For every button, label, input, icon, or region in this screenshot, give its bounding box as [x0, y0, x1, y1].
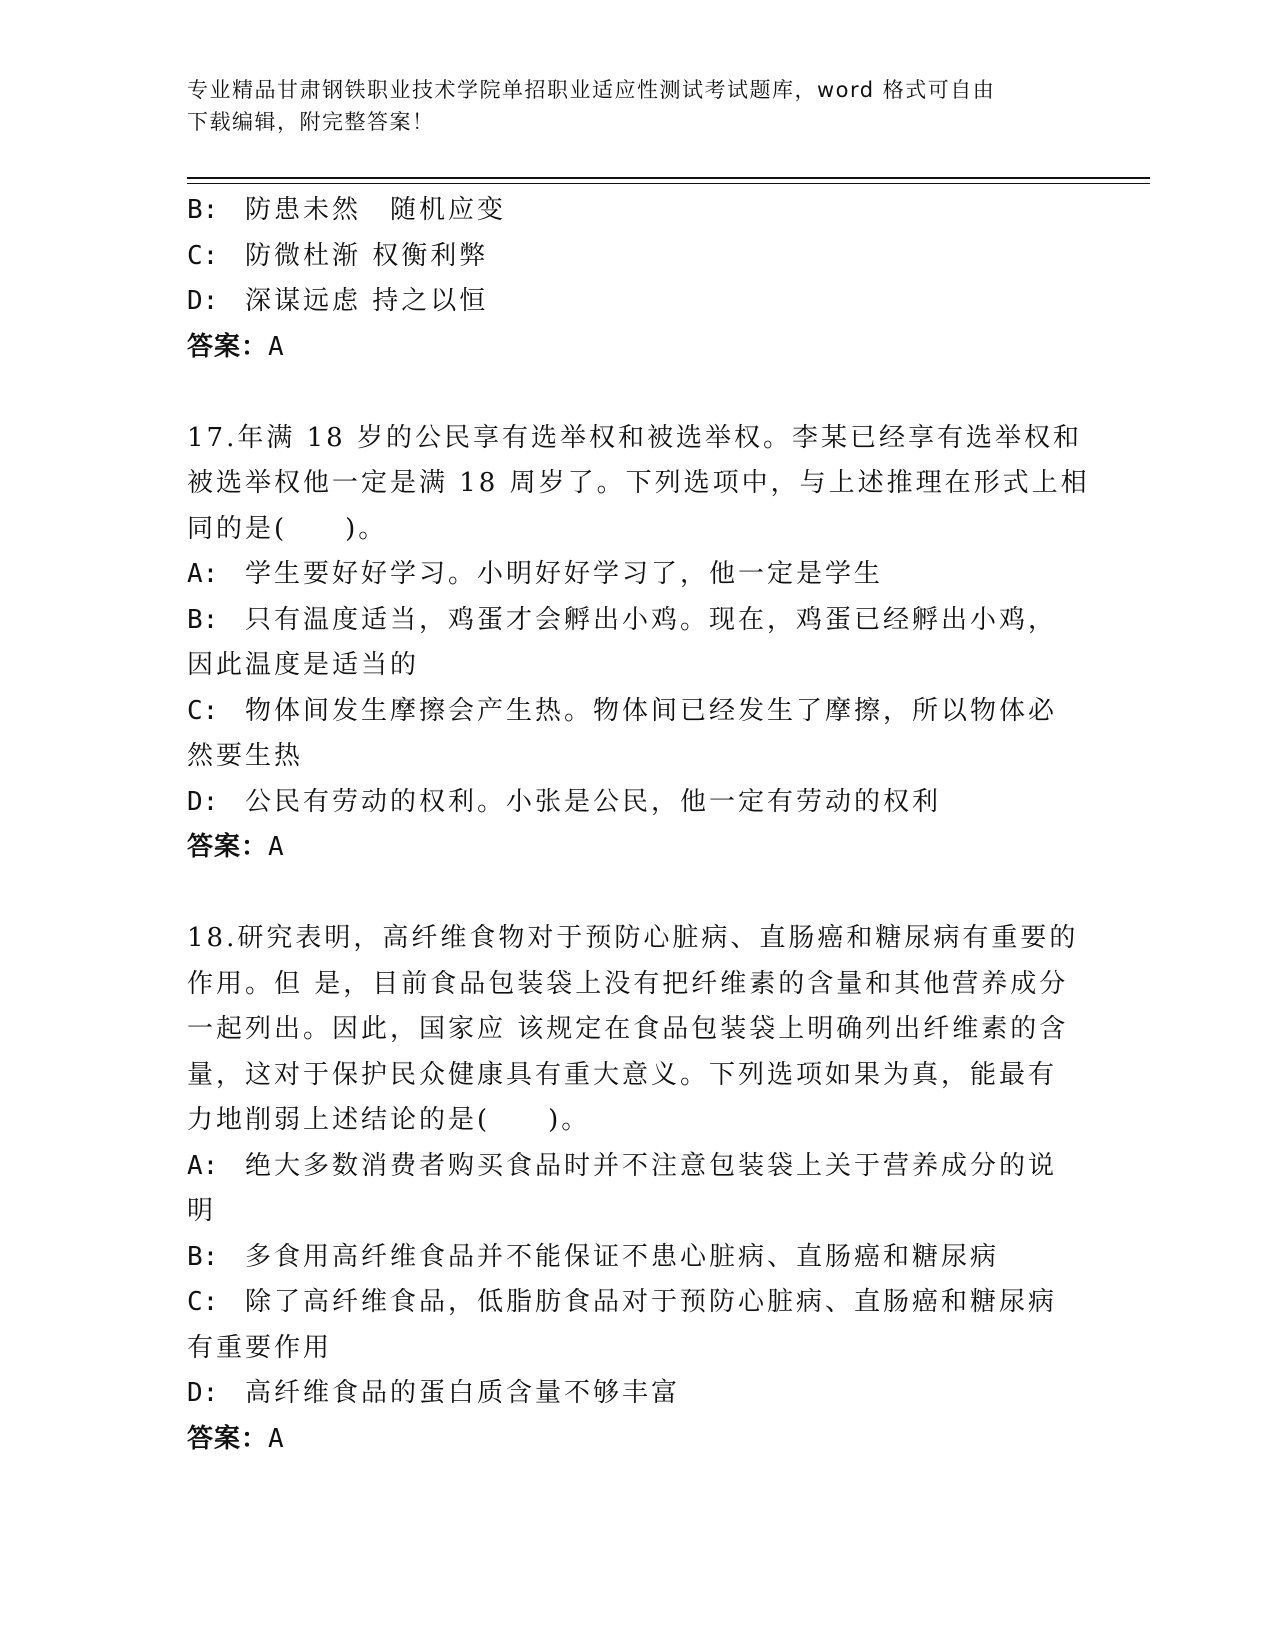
question-stem-line: 作用。但 是，目前食品包装袋上没有把纤维素的含量和其他营养成分: [187, 968, 1069, 999]
option-text: 多食用高纤维食品并不能保证不患心脏病、直肠癌和糖尿病: [245, 1241, 1000, 1272]
question-18: [187, 916, 1079, 1462]
option-c: [187, 234, 1067, 280]
option-key: B:: [187, 1241, 219, 1272]
document-header: [187, 74, 1087, 138]
option-text: 除了高纤维食品，低脂肪食品对于预防心脏病、直肠癌和糖尿病: [245, 1287, 1058, 1317]
option-d: [187, 1371, 1067, 1417]
question-stem-line: 一起列出。因此，国家应 该规定在食品包装袋上明确列出纤维素的含: [187, 1014, 1069, 1044]
option-text: 公民有劳动的权利。小张是公民，他一定有劳动的权利: [245, 786, 942, 817]
option-b: [187, 188, 1067, 234]
header-divider-thin: [187, 183, 1150, 184]
option-c: [187, 1280, 1067, 1326]
option-text: 防微杜渐 权衡利弊: [245, 240, 489, 271]
question-stem-line: 同的是( )。: [187, 513, 388, 544]
option-key: A:: [187, 1150, 219, 1181]
option-b-continued: 因此温度是适当的: [187, 650, 420, 680]
spacer: [187, 871, 1067, 917]
option-a: [187, 1144, 1067, 1190]
option-key: C:: [187, 695, 219, 726]
prev-question: [187, 188, 1067, 370]
option-key: B:: [187, 195, 219, 225]
answer-value: A: [268, 1423, 285, 1454]
option-text: 物体间发生摩擦会产生热。物体间已经发生了摩擦，所以物体必: [245, 695, 1058, 726]
option-key: A:: [187, 559, 219, 589]
spacer: [187, 370, 1067, 416]
option-text: 绝大多数消费者购买食品时并不注意包装袋上关于营养成分的说: [245, 1150, 1058, 1181]
answer-value: A: [268, 331, 285, 362]
header-title-line-2: 下载编辑，附完整答案！: [187, 110, 435, 134]
answer-label: 答案：: [187, 832, 269, 862]
option-c-continued: 然要生热: [187, 741, 304, 771]
question-stem-line: 被选举权他一定是满 18 周岁了。下列选项中，与上述推理在形式上相: [187, 468, 1090, 498]
question-stem-line: 力地削弱上述结论的是( )。: [187, 1105, 591, 1135]
answer-line: [187, 1417, 1067, 1463]
option-a: [187, 552, 1067, 598]
header-title-line-1: 专业精品甘肃钢铁职业技术学院单招职业适应性测试考试题库，word 格式可自由: [187, 78, 996, 102]
option-c-continued: 有重要作用: [187, 1332, 333, 1363]
option-b: [187, 1235, 1067, 1281]
answer-line: [187, 325, 1067, 371]
option-b: [187, 598, 1067, 644]
option-key: C:: [187, 1287, 219, 1317]
option-text: 学生要好好学习。小明好好学习了，他一定是学生: [245, 559, 884, 589]
option-d: [187, 279, 1067, 325]
header-divider-thick: [187, 177, 1150, 179]
answer-label: 答案：: [187, 331, 269, 362]
option-key: B:: [187, 604, 219, 635]
answer-value: A: [268, 832, 285, 862]
question-stem-line: 17.年满 18 岁的公民享有选举权和被选举权。李某已经享有选举权和: [187, 422, 1082, 453]
question-stem-line: 18.研究表明，高纤维食物对于预防心脏病、直肠癌和糖尿病有重要的: [187, 923, 1079, 953]
option-key: C:: [187, 240, 219, 271]
question-17: [187, 416, 1090, 871]
question-stem-line: 量，这对于保护民众健康具有重大意义。下列选项如果为真，能最有: [187, 1059, 1058, 1090]
question-content: [187, 188, 1090, 1462]
option-a-continued: 明: [187, 1196, 217, 1226]
answer-label: 答案：: [187, 1423, 269, 1454]
option-text: 深谋远虑 持之以恒: [245, 286, 489, 316]
option-c: [187, 689, 1067, 735]
option-key: D:: [187, 786, 219, 817]
option-key: D:: [187, 1378, 219, 1408]
option-d: [187, 780, 1067, 826]
option-key: D:: [187, 286, 219, 316]
option-text: 防患未然 随机应变: [245, 195, 507, 225]
option-text: 只有温度适当，鸡蛋才会孵出小鸡。现在，鸡蛋已经孵出小鸡，: [245, 604, 1058, 635]
answer-line: [187, 825, 1067, 871]
option-text: 高纤维食品的蛋白质含量不够丰富: [245, 1378, 681, 1408]
